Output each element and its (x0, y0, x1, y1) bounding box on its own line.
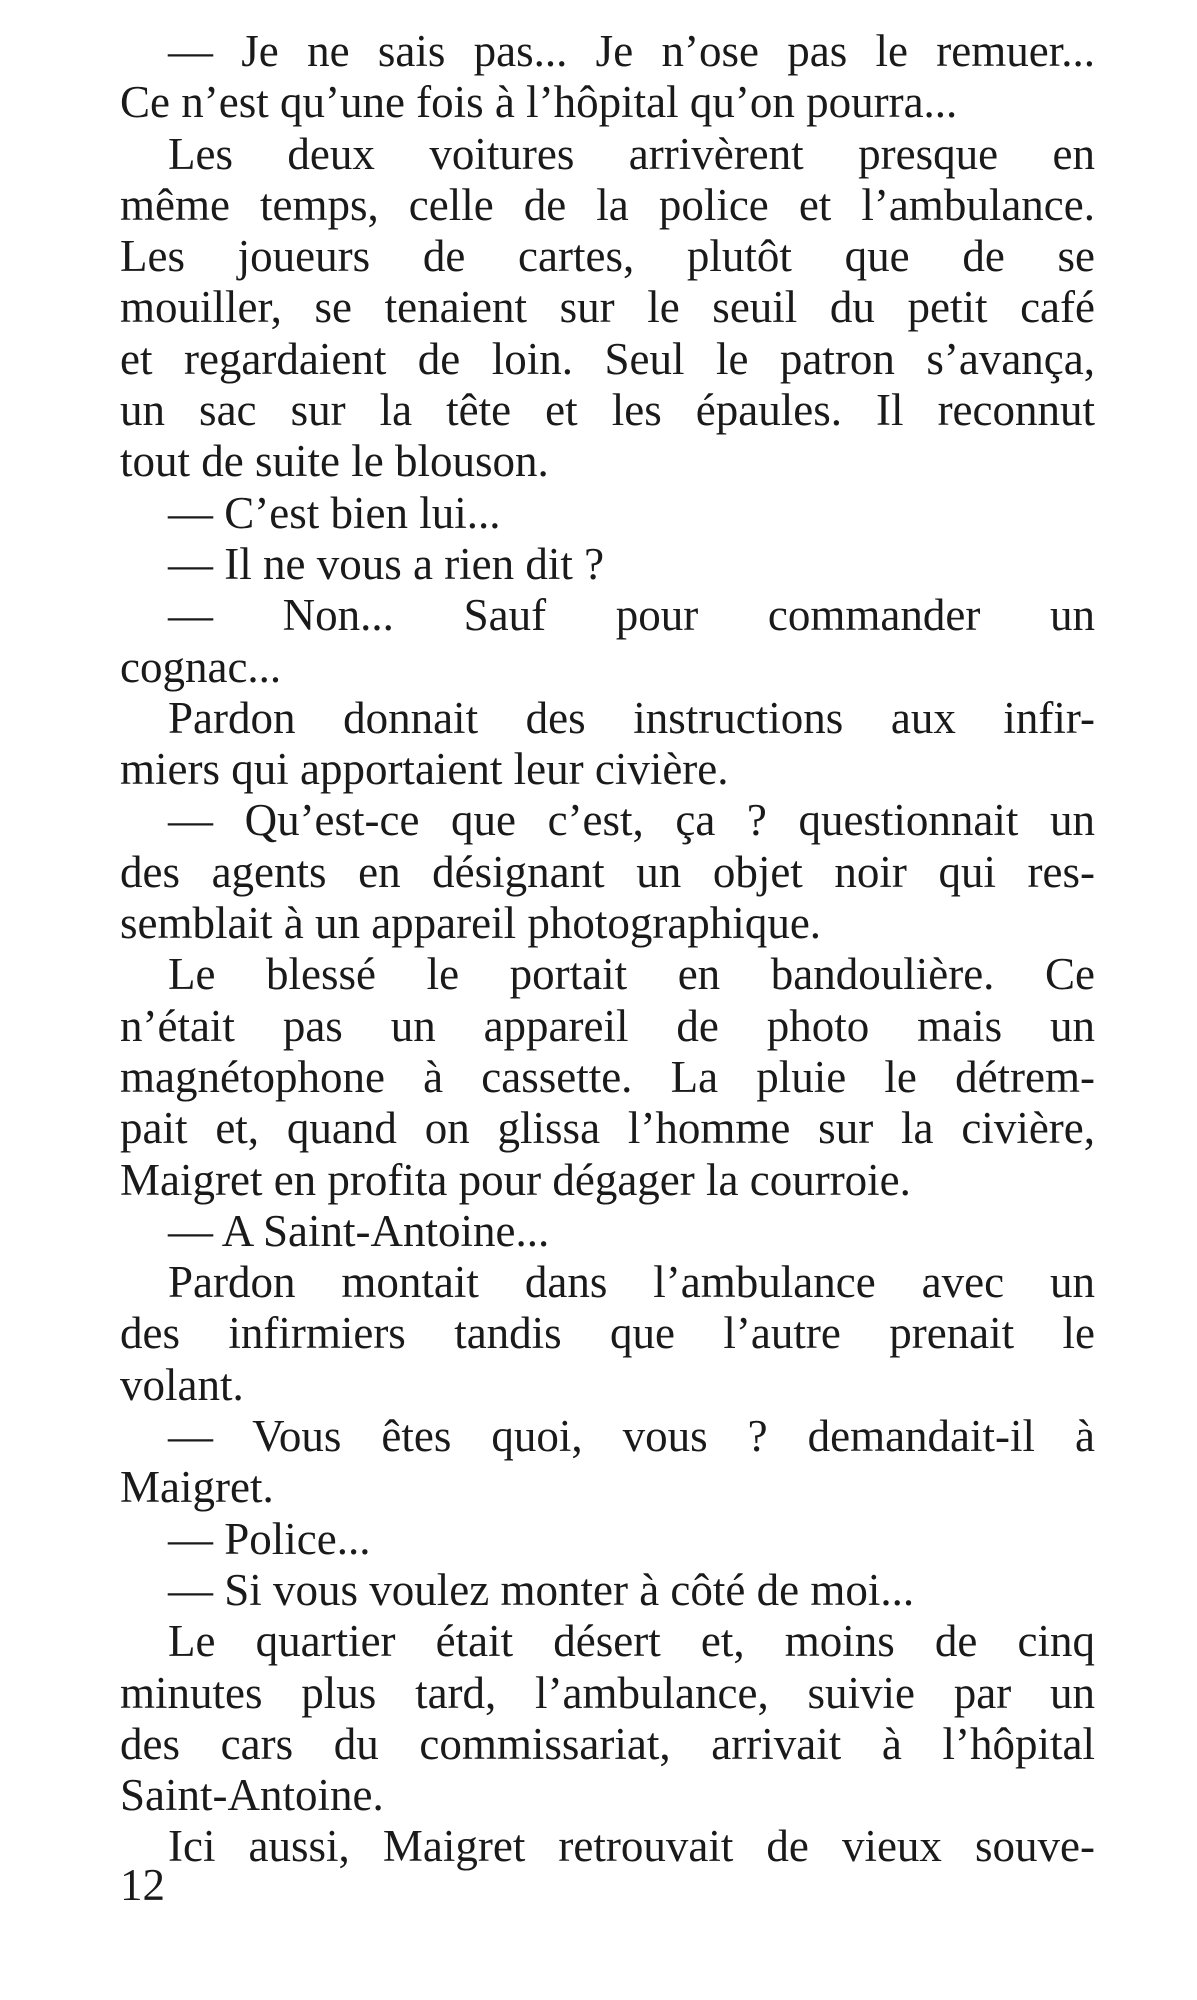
text-line: semblait à un appareil photographique. (120, 898, 822, 949)
text-line: — A Saint-Antoine... (168, 1205, 550, 1256)
text-line: — Je ne sais pas... Je n’ose pas le remuer... (168, 26, 1095, 76)
text-line: Maigret en profita pour dégager la courroie. (120, 1154, 911, 1205)
text-line: des agents en désignant un objet noir qui res- (120, 846, 1095, 897)
text-line: un sac sur la tête et les épaules. Il reconnut (120, 385, 1095, 436)
text-line: — Non... Sauf pour commander un (168, 590, 1095, 641)
text-line: volant. (120, 1359, 244, 1410)
page-number: 12 (120, 1860, 165, 1910)
text-line: même temps, celle de la police et l’ambulance. (120, 179, 1095, 230)
text-line: — C’est bien lui... (168, 487, 501, 538)
text-line: mouiller, se tenaient sur le seuil du petit café (120, 282, 1095, 333)
text-block (120, 26, 1095, 1873)
text-line: et regardaient de loin. Seul le patron s’avança, (120, 333, 1095, 384)
text-line: des cars du commissariat, arrivait à l’hôpital (120, 1718, 1095, 1769)
text-line: Pardon montait dans l’ambulance avec un (168, 1257, 1095, 1308)
text-line: n’était pas un appareil de photo mais un (120, 1000, 1095, 1051)
text-line: — Police... (168, 1513, 371, 1564)
text-line: Les deux voitures arrivèrent presque en (168, 128, 1095, 179)
text-line: — Si vous voulez monter à côté de moi... (168, 1564, 915, 1615)
text-line: Ici aussi, Maigret retrouvait de vieux souve- (168, 1821, 1095, 1872)
text-line: Ce n’est qu’une fois à l’hôpital qu’on pourra... (120, 77, 958, 128)
text-line: Saint-Antoine. (120, 1770, 384, 1821)
text-line: des infirmiers tandis que l’autre prenait le (120, 1308, 1095, 1359)
text-line: Maigret. (120, 1462, 274, 1513)
text-line: Pardon donnait des instructions aux infir- (168, 692, 1095, 743)
text-line: minutes plus tard, l’ambulance, suivie par un (120, 1667, 1095, 1718)
text-line: Le quartier était désert et, moins de cinq (168, 1616, 1095, 1667)
text-line: magnétophone à cassette. La pluie le détrem- (120, 1051, 1095, 1102)
text-line: tout de suite le blouson. (120, 436, 549, 487)
text-line: pait et, quand on glissa l’homme sur la civière, (120, 1103, 1095, 1154)
text-line: — Qu’est-ce que c’est, ça ? questionnait un (168, 795, 1095, 846)
text-line: cognac... (120, 641, 282, 692)
text-line: Les joueurs de cartes, plutôt que de se (120, 231, 1095, 282)
text-line: — Il ne vous a rien dit ? (168, 538, 605, 589)
text-line: Le blessé le portait en bandoulière. Ce (168, 949, 1095, 1000)
text-line: miers qui apportaient leur civière. (120, 744, 729, 795)
text-line: — Vous êtes quoi, vous ? demandait-il à (168, 1411, 1095, 1462)
